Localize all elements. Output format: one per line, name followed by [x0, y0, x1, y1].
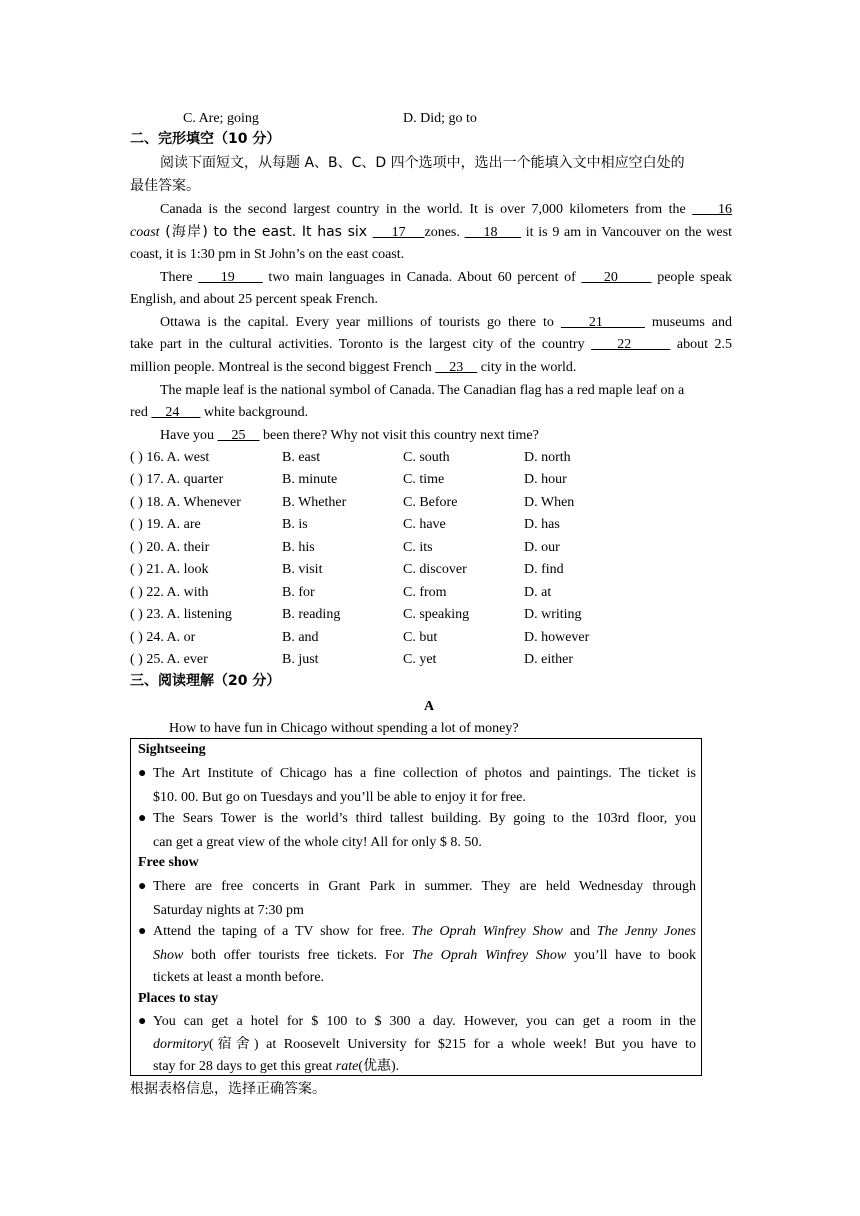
- passage-p3-line1: [160, 314, 732, 332]
- blank-21: 21: [560, 315, 645, 330]
- option-d[interactable]: D. find: [524, 562, 564, 577]
- passage-p1-line2: [130, 223, 732, 242]
- passage-p1-line1: [160, 201, 732, 219]
- option-a[interactable]: ( ) 18. A. Whenever: [130, 495, 241, 510]
- passage-text: two main languages in Canada. About 60 percent of: [262, 270, 582, 285]
- option-c[interactable]: C. but: [403, 630, 438, 645]
- table-text: you’ll have to book: [566, 948, 697, 963]
- section2-heading: 二、完形填空（10 分）: [130, 131, 281, 147]
- table-text-italic: rate: [335, 1059, 359, 1074]
- passage-p4-line1: The maple leaf is the national symbol of Canada. The Canadian flag has a red maple leaf on a: [160, 383, 685, 398]
- option-d[interactable]: D. hour: [524, 472, 567, 487]
- option-d[interactable]: D. north: [524, 450, 571, 465]
- option-d[interactable]: D. When: [524, 495, 575, 510]
- option-d[interactable]: D. at: [524, 585, 552, 600]
- passage-text: Canada is the second largest country in the world. It is over 7,000 kilometers from the: [160, 202, 686, 217]
- option-a[interactable]: ( ) 17. A. quarter: [130, 472, 224, 487]
- option-b[interactable]: B. for: [282, 585, 315, 600]
- part-label: A: [424, 699, 435, 714]
- option-d[interactable]: D. either: [524, 652, 573, 667]
- option-b[interactable]: B. his: [282, 540, 315, 555]
- table-text: both offer tourists free tickets. For: [183, 948, 412, 963]
- table-text: (宿舍) at Roosevelt University for $215 for a whole week! But you have to: [209, 1037, 696, 1052]
- option-a[interactable]: ( ) 21. A. look: [130, 562, 209, 577]
- option-d[interactable]: D. writing: [524, 607, 582, 622]
- blank-25: 25: [217, 428, 260, 443]
- table-text-italic: The Jenny Jones: [596, 924, 696, 939]
- table-text: (优惠).: [358, 1059, 400, 1074]
- option-b[interactable]: B. and: [282, 630, 319, 645]
- option-c[interactable]: C. south: [403, 450, 450, 465]
- free-show-item1-line2: Saturday nights at 7:30 pm: [153, 903, 304, 918]
- bullet-icon: ●: [138, 811, 147, 826]
- free-show-item2-line1: [153, 923, 696, 941]
- option-d[interactable]: D. however: [524, 630, 590, 645]
- option-a[interactable]: ( ) 20. A. their: [130, 540, 210, 555]
- passage-text: white background.: [200, 405, 309, 420]
- blank-22: 22: [591, 337, 671, 352]
- option-c[interactable]: C. from: [403, 585, 447, 600]
- passage-text: Have you: [160, 428, 218, 443]
- passage-text: zones.: [424, 225, 465, 240]
- sightseeing-heading: Sightseeing: [138, 742, 206, 757]
- option-a[interactable]: ( ) 22. A. with: [130, 585, 209, 600]
- bullet-icon: ●: [138, 766, 147, 781]
- blank-18: 18: [464, 225, 522, 240]
- passage-text: people speak: [651, 270, 733, 285]
- passage-text: it is 9 am in Vancouver on the west: [521, 225, 732, 240]
- passage-p3-line2: [130, 336, 732, 354]
- free-show-item2-line3: tickets at least a month before.: [153, 970, 325, 985]
- option-c[interactable]: C. its: [403, 540, 433, 555]
- option-b[interactable]: B. reading: [282, 607, 341, 622]
- table-text-italic: Show: [153, 948, 184, 963]
- passage-p2-line1: [160, 269, 732, 287]
- sightseeing-item1-line2: $10. 00. But go on Tuesdays and you’ll be able to enjoy it for free.: [153, 790, 526, 805]
- option-a[interactable]: ( ) 23. A. listening: [130, 607, 232, 622]
- table-text: and: [563, 924, 597, 939]
- section2-instruction-line2: 最佳答案。: [130, 178, 200, 194]
- option-c[interactable]: C. have: [403, 517, 446, 532]
- option-c[interactable]: C. yet: [403, 652, 437, 667]
- option-c[interactable]: C. Before: [403, 495, 458, 510]
- option-c[interactable]: C. time: [403, 472, 445, 487]
- section3-heading: 三、阅读理解（20 分）: [130, 673, 281, 689]
- free-show-item1-line1: There are free concerts in Grant Park in summer. They are held Wednesday through: [153, 879, 696, 894]
- bullet-icon: ●: [138, 1014, 147, 1029]
- table-text-italic: The Oprah Winfrey Show: [411, 924, 564, 939]
- sightseeing-item1-line1: The Art Institute of Chicago has a fine collection of photos and paintings. The ticket is: [153, 766, 696, 781]
- blank-24: 24 _: [151, 405, 201, 420]
- places-heading: Places to stay: [138, 991, 219, 1006]
- option-b[interactable]: B. visit: [282, 562, 323, 577]
- option-d[interactable]: D. our: [524, 540, 560, 555]
- passage-text: Ottawa is the capital. Every year millions of tourists go there to: [160, 315, 561, 330]
- passage-text-italic: coast: [130, 225, 160, 240]
- blank-19: 19: [198, 270, 263, 285]
- option-b[interactable]: B. east: [282, 450, 321, 465]
- option-c-prev: C. Are; going: [183, 111, 259, 126]
- option-b[interactable]: B. Whether: [282, 495, 347, 510]
- passage-text: million people. Montreal is the second biggest French: [130, 360, 436, 375]
- section2-instruction-line1: 阅读下面短文，从每题 A、B、C、D 四个选项中，选出一个能填入文中相应空白处的: [160, 155, 685, 171]
- bullet-icon: ●: [138, 879, 147, 894]
- sightseeing-item2-line1: The Sears Tower is the world’s third tallest building. By going to the 103rd floor, you: [153, 811, 696, 826]
- option-b[interactable]: B. is: [282, 517, 308, 532]
- free-show-item2-line2: [153, 947, 696, 965]
- blank-20: 20: [581, 270, 652, 285]
- option-d-prev: D. Did; go to: [403, 111, 477, 126]
- passage-p2-line2: English, and about 25 percent speak French.: [130, 292, 379, 307]
- blank-17: 17: [372, 225, 425, 240]
- passage-p1-line3: coast, it is 1:30 pm in St John’s on the east coast.: [130, 247, 405, 262]
- passage-text: about 2.5: [670, 337, 732, 352]
- passage-text: (海岸) to the east. It has six: [159, 224, 373, 240]
- passage-p4-line2: [130, 404, 308, 422]
- passage-p3-line3: [130, 359, 576, 377]
- places-item1-line1: You can get a hotel for $ 100 to $ 300 a day. However, you can get a room in the: [153, 1014, 696, 1029]
- passage-text: been there? Why not visit this country next time?: [259, 428, 539, 443]
- passage-title: How to have fun in Chicago without spending a lot of money?: [169, 721, 519, 736]
- table-text-italic: dormitory: [153, 1037, 209, 1052]
- places-item1-line3: [153, 1058, 696, 1076]
- option-c[interactable]: C. speaking: [403, 607, 470, 622]
- option-a[interactable]: ( ) 25. A. ever: [130, 652, 208, 667]
- bullet-icon: ●: [138, 924, 147, 939]
- passage-text: red: [130, 405, 152, 420]
- passage-text: take part in the cultural activities. Toronto is the largest city of the country: [130, 337, 592, 352]
- places-item1-line2: [153, 1036, 696, 1054]
- option-c[interactable]: C. discover: [403, 562, 467, 577]
- option-b[interactable]: B. just: [282, 652, 319, 667]
- passage-p5: [160, 427, 539, 445]
- footer-instruction: 根据表格信息，选择正确答案。: [130, 1081, 326, 1097]
- option-a[interactable]: ( ) 19. A. are: [130, 517, 201, 532]
- option-d[interactable]: D. has: [524, 517, 560, 532]
- free-show-heading: Free show: [138, 855, 199, 870]
- passage-text: city in the world.: [477, 360, 577, 375]
- table-text-italic: The Oprah Winfrey Show: [411, 948, 567, 963]
- sightseeing-item2-line2: can get a great view of the whole city! All for only $ 8. 50.: [153, 835, 482, 850]
- option-b[interactable]: B. minute: [282, 472, 338, 487]
- option-a[interactable]: ( ) 24. A. or: [130, 630, 196, 645]
- option-a[interactable]: ( ) 16. A. west: [130, 450, 210, 465]
- passage-text: museums and: [644, 315, 732, 330]
- blank-23: 23: [435, 360, 478, 375]
- table-text: stay for 28 days to get this great: [153, 1059, 336, 1074]
- passage-text: There: [160, 270, 199, 285]
- table-text: Attend the taping of a TV show for free.: [153, 924, 412, 939]
- blank-16: 16: [692, 202, 733, 217]
